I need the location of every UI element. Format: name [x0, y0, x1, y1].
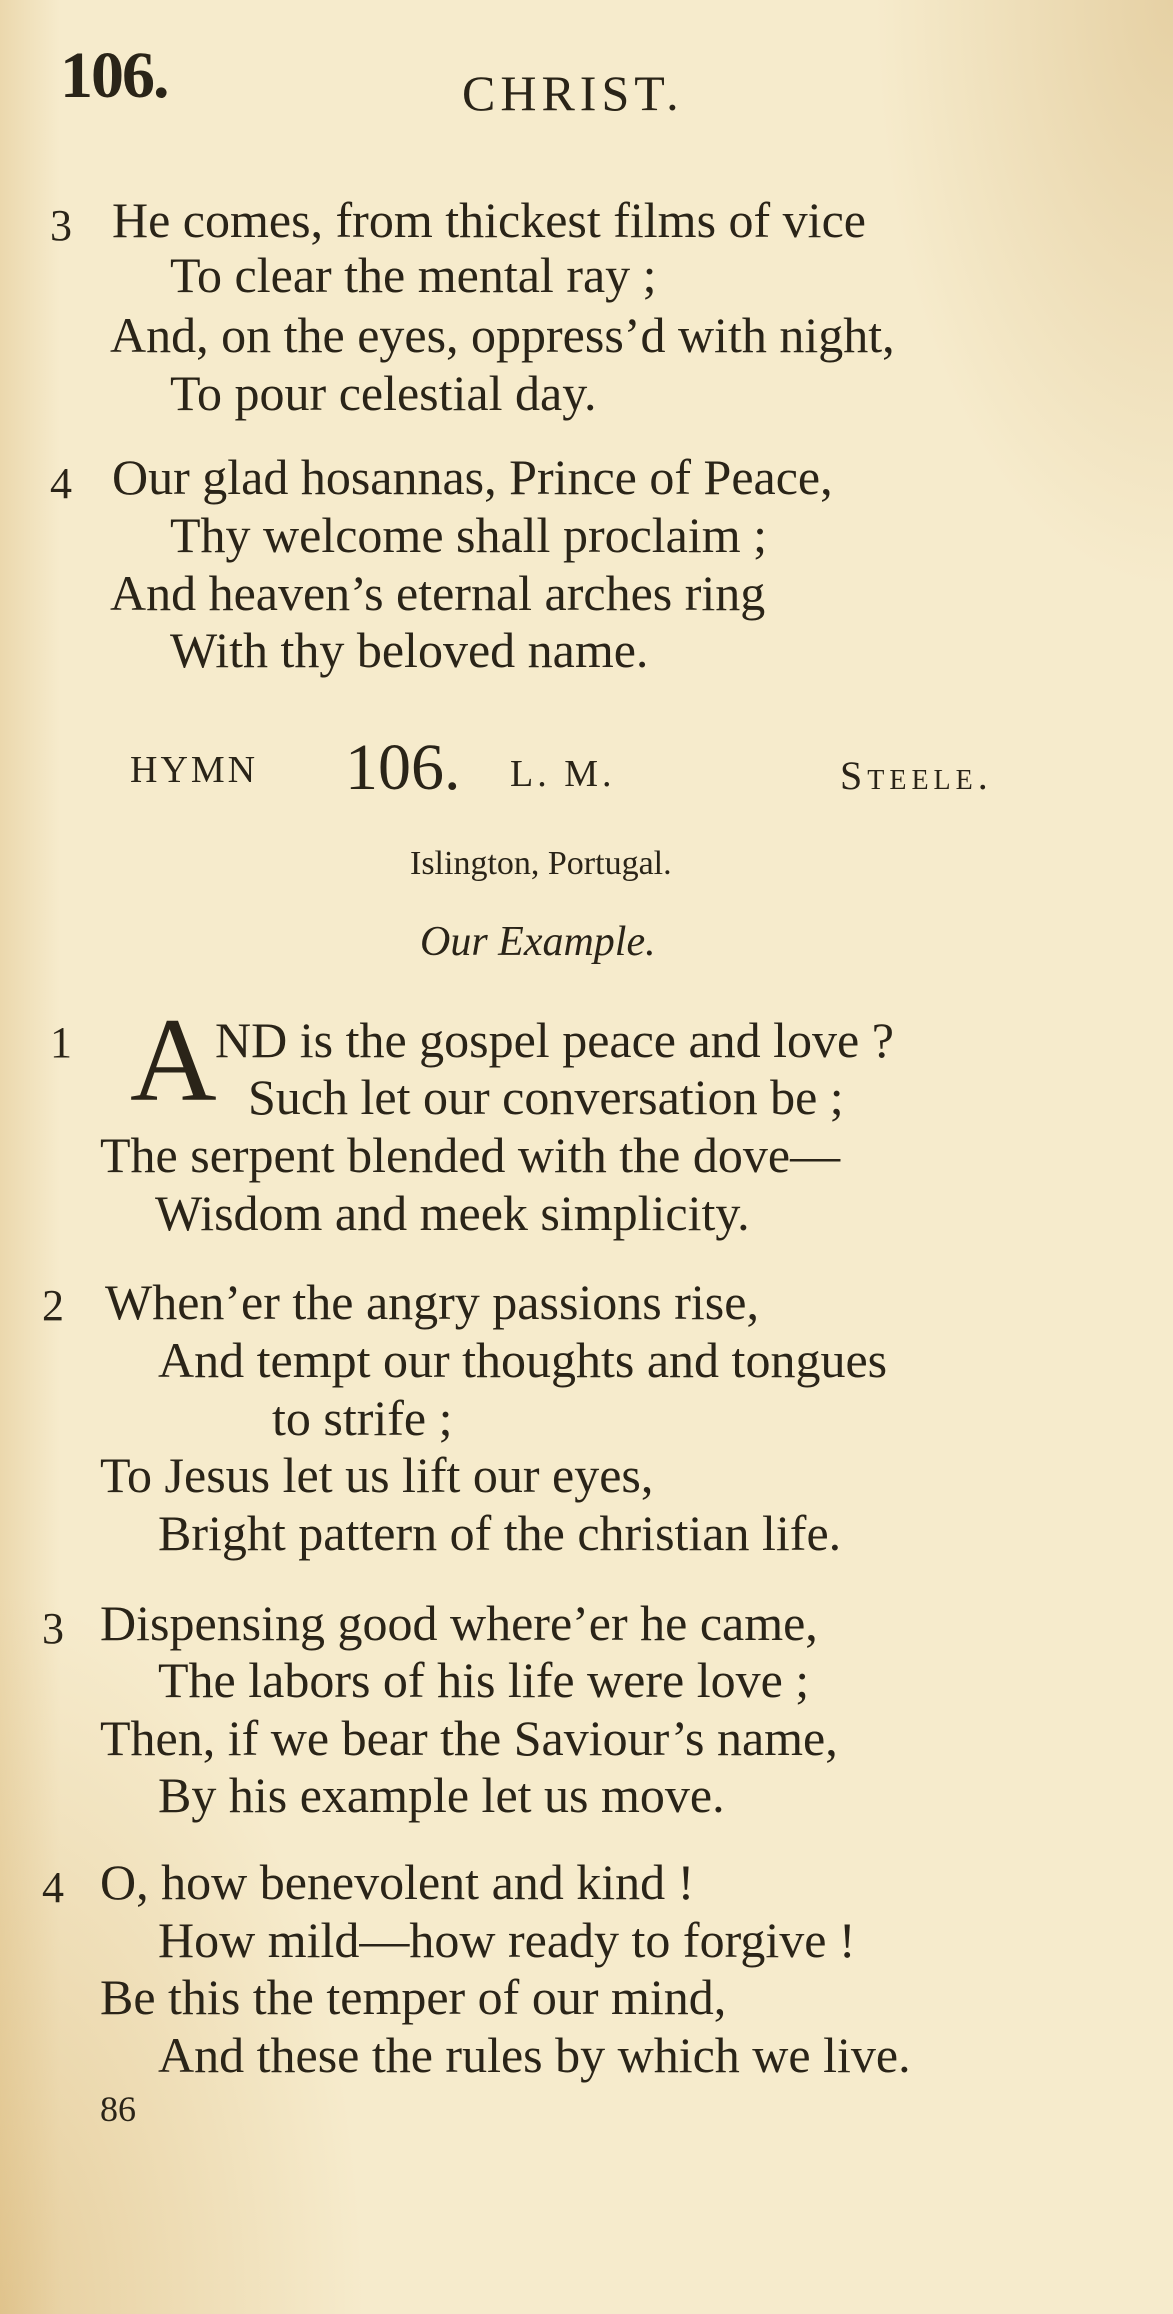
verse-line: to strife ;	[272, 1390, 453, 1446]
verse-number: 1	[50, 1018, 72, 1067]
verse-line: To Jesus let us lift our eyes,	[100, 1447, 654, 1503]
verse-line: The labors of his life were love ;	[158, 1652, 810, 1708]
hymn-tunes: Islington, Portugal.	[410, 845, 672, 882]
verse-line: And heaven’s eternal arches ring	[110, 565, 766, 621]
verse-number: 2	[42, 1281, 64, 1330]
verse-line: Bright pattern of the christian life.	[158, 1505, 842, 1561]
verse-line: And, on the eyes, oppress’d with night,	[110, 307, 895, 363]
verse-line: With thy beloved name.	[170, 622, 649, 678]
verse-line: Be this the temper of our mind,	[100, 1969, 727, 2025]
verse-line: Then, if we bear the Saviour’s name,	[100, 1710, 838, 1766]
verse-number: 4	[50, 459, 72, 508]
hymn-label: HYMN	[130, 749, 259, 791]
verse-line: O, how benevolent and kind !	[100, 1854, 695, 1910]
verse-line: Our glad hosannas, Prince of Peace,	[112, 449, 833, 505]
verse-number: 4	[42, 1863, 64, 1912]
running-head: CHRIST.	[462, 65, 684, 121]
verse-line: Such let our conversation be ;	[248, 1069, 844, 1125]
verse-line: How mild—how ready to forgive !	[158, 1912, 856, 1968]
verse-line: And tempt our thoughts and tongues	[158, 1332, 888, 1388]
hymn-number: 106.	[345, 731, 461, 804]
verse-number: 3	[42, 1604, 64, 1653]
page-number: 106.	[60, 39, 168, 112]
drop-cap: A	[130, 993, 217, 1126]
hymn-author: Steele.	[840, 753, 993, 798]
signature-mark: 86	[100, 2089, 136, 2129]
verse-number: 3	[50, 201, 72, 250]
verse-line: And these the rules by which we live.	[158, 2027, 911, 2083]
verse-line: When’er the angry passions rise,	[105, 1274, 759, 1330]
verse-line: Wisdom and meek simplicity.	[155, 1185, 750, 1241]
verse-line: To clear the mental ray ;	[170, 247, 657, 303]
verse-line: By his example let us move.	[158, 1767, 725, 1823]
hymn-meter: L. M.	[510, 753, 616, 795]
verse-line: To pour celestial day.	[170, 365, 597, 421]
hymn-title: Our Example.	[420, 919, 656, 965]
verse-line: Dispensing good where’er he came,	[100, 1595, 818, 1651]
verse-line: He comes, from thickest films of vice	[112, 192, 866, 248]
verse-line: Thy welcome shall proclaim ;	[170, 507, 768, 563]
verse-line: ND is the gospel peace and love ?	[215, 1012, 894, 1068]
verse-line: The serpent blended with the dove—	[100, 1127, 841, 1183]
